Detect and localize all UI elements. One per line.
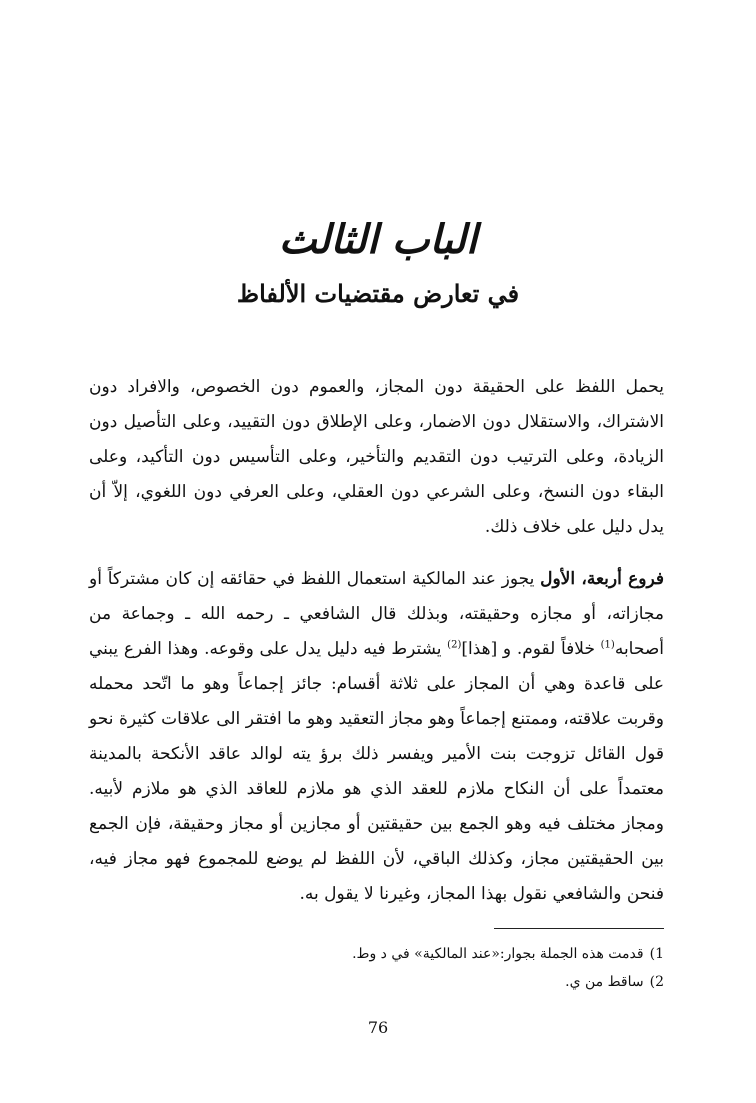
- footnote-item: [89, 968, 664, 996]
- footnote-divider: [494, 928, 664, 929]
- chapter-title: الباب الثالث: [278, 216, 478, 263]
- footnote-ref-2[interactable]: (2): [447, 639, 462, 651]
- footnote-number: 2): [649, 974, 664, 990]
- paragraph-branches: [89, 562, 664, 912]
- paragraph-text-part2: خلافاً لقوم. و [هذا]: [461, 639, 601, 659]
- footnote-number: 1): [649, 946, 664, 962]
- footnote-ref-1[interactable]: (1): [600, 639, 615, 651]
- paragraph-text-part1: يجوز عند المالكية استعمال اللفظ في حقائقه إن كان مشتركاً أو مجازاته، أو مجازه وحقيقته، وبذلك قال الشافعي ـ رحمه الله ـ وجماعة من أصحابه: [89, 569, 664, 659]
- footnote-text: قدمت هذه الجملة بجوار:«عند المالكية» في د وط.: [352, 946, 644, 962]
- paragraph-intro: يحمل اللفظ على الحقيقة دون المجاز، والعموم دون الخصوص، والافراد دون الاشتراك، والاستقلال دون الاضمار، وعلى الإطلاق دون التقييد، وعلى التأصيل دون الزيادة، وعلى الترتيب دون التقديم والتأخير، وعلى التأسيس دون التأكيد، وعلى البقاء دون النسخ، وعلى الشرعي دون العقلي، وعلى العرفي دون اللغوي، إلاّ أن يدل دليل على خلاف ذلك.: [89, 377, 664, 537]
- chapter-subtitle: في تعارض مقتضيات الألفاظ: [236, 279, 520, 308]
- page-number: 76: [367, 1018, 389, 1037]
- paragraph-text-part3: يشترط فيه دليل يدل على وقوعه. وهذا الفرع يبني على قاعدة وهي أن المجاز على ثلاثة أقسام: جائز إجماعاً وهو ما اتّحد محمله وقربت علاقته، وممتنع إجماعاً وهو مجاز التعقيد وهو ما افتقر الى علاقات كثيرة نحو قول القائل تزوجت بنت الأمير ويفسر ذلك برؤ يته لوالد عاقد الأنكحة بالمدينة معتمداً على أن النكاح ملازم للعقد الذي هو ملازم للعاقد الذي هو ملازم لأبيه. ومجاز مختلف فيه وهو الجمع بين حقيقتين أو مجازين أو مجاز وحقيقة، فإن الجمع بين الحقيقتين مجاز، وكذلك الباقي، لأن اللفظ لم يوضع للمجموع فهو مجاز فيه، فنحن والشافعي نقول بهذا المجاز، وغيرنا لا يقول به.: [89, 639, 664, 904]
- footnote-item: [89, 940, 664, 968]
- paragraph-lead: فروع أربعة، الأول: [540, 569, 664, 589]
- footnotes-list: [89, 940, 664, 996]
- footnote-text: ساقط من ي.: [565, 974, 644, 990]
